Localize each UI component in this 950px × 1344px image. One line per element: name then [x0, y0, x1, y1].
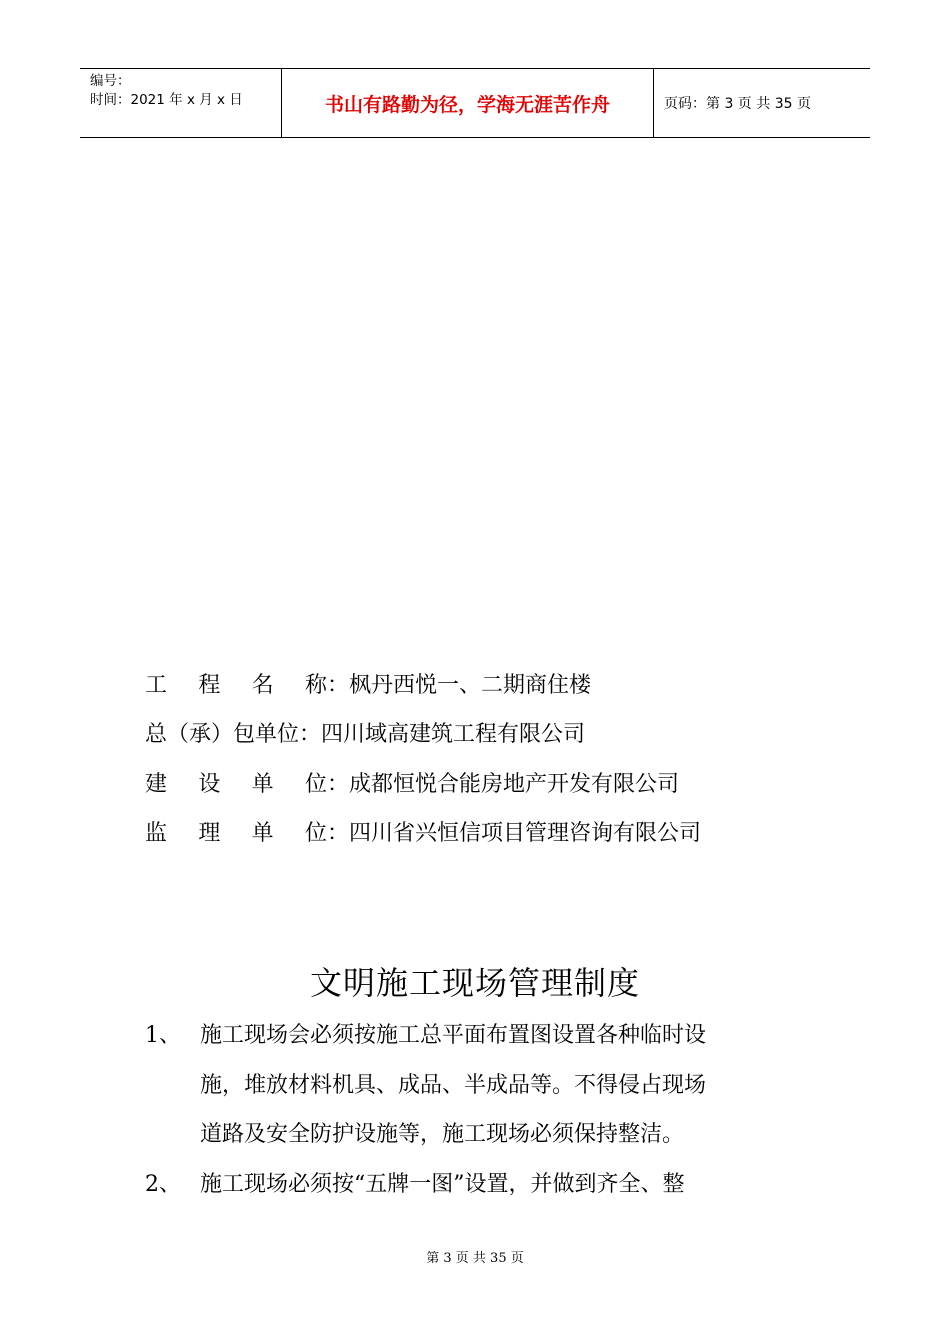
project-name-label: 工 程 名 称 — [145, 673, 327, 698]
supervisor-label: 监 理 单 位 — [145, 821, 327, 846]
item-1-line-2: 施，堆放材料机具、成品、半成品等。不得侵占现场 — [200, 1073, 707, 1098]
document-title: 文明施工现场管理制度 — [309, 964, 640, 1002]
builder-value: ：成都恒悦合能房地产开发有限公司 — [327, 772, 680, 797]
supervisor-value: ：四川省兴恒信项目管理咨询有限公司 — [327, 821, 702, 846]
header-page-info: 页码：第 3 页 共 35 页 — [664, 96, 811, 112]
project-name-value: ：枫丹西悦一、二期商住楼 — [327, 673, 592, 698]
item-2-line-1: 施工现场必须按“五牌一图”设置，并做到齐全、整 — [200, 1172, 685, 1197]
document-number-label: 编号： — [90, 73, 131, 89]
document-time-label: 时间：2021 年 x 月 x 日 — [90, 92, 243, 108]
contractor-label: 总（承）包单位 — [145, 722, 300, 747]
header-left-cell — [80, 69, 282, 137]
header-motto: 书山有路勤为径，学海无涯苦作舟 — [324, 93, 610, 116]
item-2-number: 2、 — [145, 1172, 181, 1197]
builder-label: 建 设 单 位 — [145, 772, 327, 797]
project-name-row — [145, 668, 591, 699]
item-1-line-3: 道路及安全防护设施等，施工现场必须保持整洁。 — [200, 1122, 685, 1147]
page-header — [80, 68, 870, 138]
item-1-number: 1、 — [145, 1023, 181, 1048]
item-1-line-1: 施工现场会必须按施工总平面布置图设置各种临时设 — [200, 1023, 707, 1048]
header-motto-cell — [282, 69, 654, 137]
contractor-row — [145, 717, 585, 748]
supervisor-row — [145, 816, 701, 847]
page-footer: 第 3 页 共 35 页 — [426, 1251, 524, 1266]
contractor-value: ：四川域高建筑工程有限公司 — [299, 722, 586, 747]
builder-row — [145, 767, 679, 798]
